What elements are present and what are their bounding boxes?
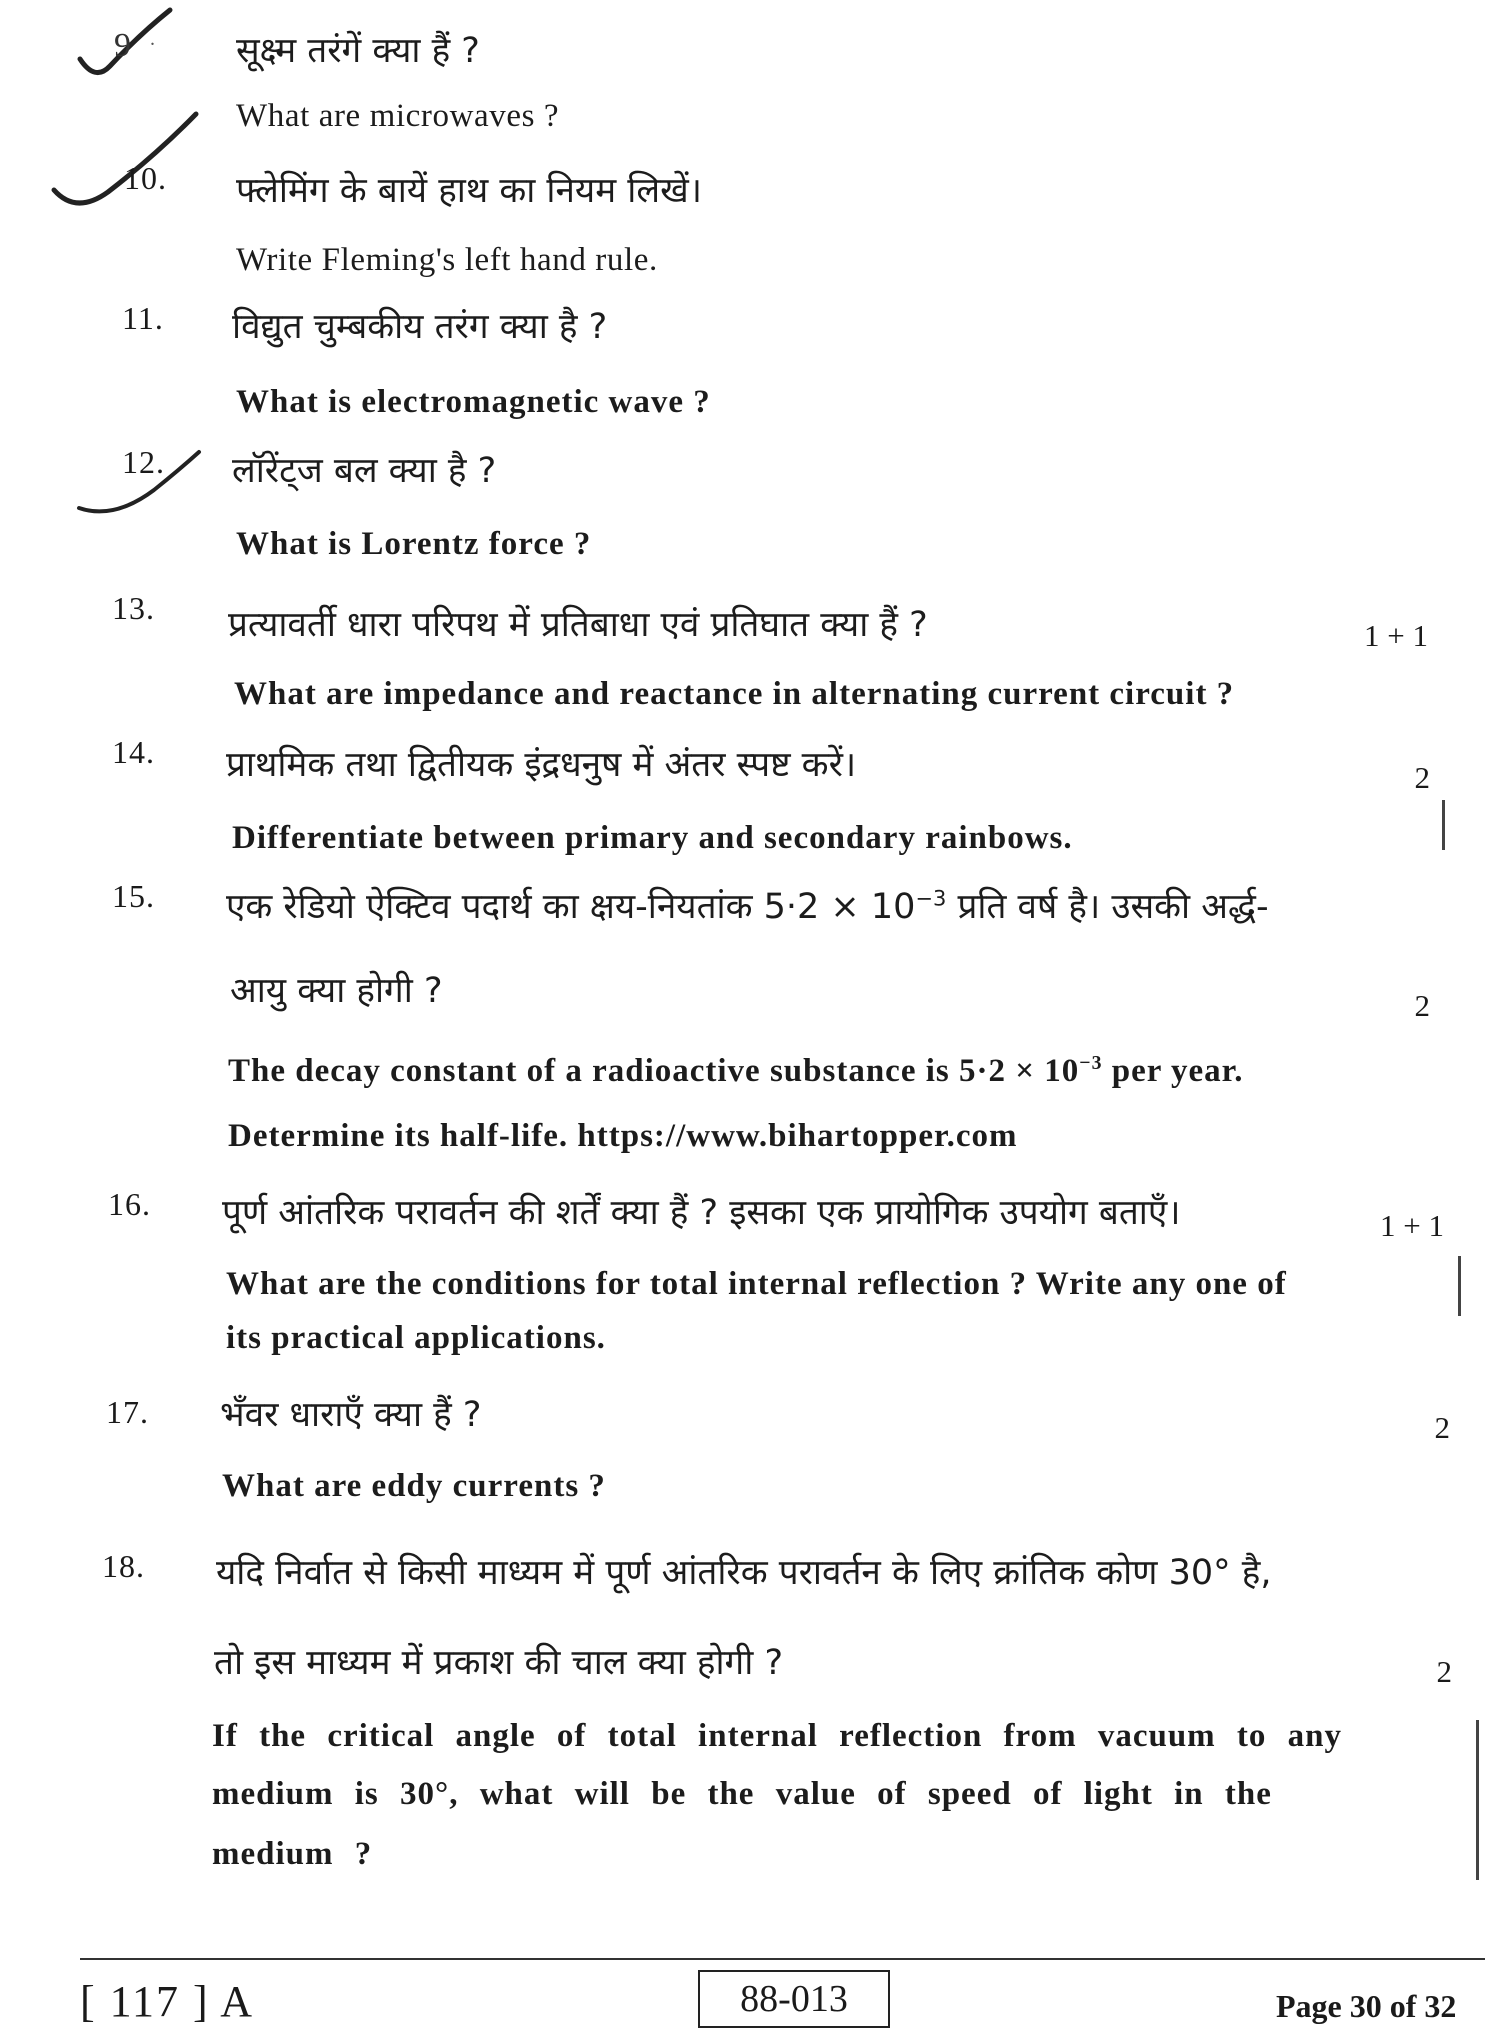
question-hindi: फ्लेमिंग के बायें हाथ का नियम लिखें। [236, 171, 702, 211]
question-english: What are impedance and reactance in alternating current circuit ? [234, 676, 1235, 712]
question-english-line3: medium ? [212, 1836, 373, 1872]
question-english: What is electromagnetic wave ? [236, 384, 711, 420]
question-number: 12. [122, 444, 165, 480]
question-english: What are microwaves ? [236, 98, 560, 134]
question-number: 10. [124, 160, 167, 196]
footer-rule [80, 1958, 1485, 1960]
question-english-line1: What are the conditions for total internal reflection ? Write any one of [226, 1266, 1287, 1302]
question-hindi-line1: यदि निर्वात से किसी माध्यम में पूर्ण आंतरिक परावर्तन के लिए क्रांतिक कोण 30° है, [216, 1553, 1272, 1593]
question-hindi: भँवर धाराएँ क्या हैं ? [220, 1395, 482, 1435]
question-number: 11. [122, 300, 164, 336]
checkmark-icon [70, 4, 180, 84]
question-english-line2: medium is 30°, what will be the value of speed of light in the [212, 1776, 1272, 1812]
question-number: . [150, 28, 156, 50]
scan-edge-mark [1442, 800, 1445, 850]
question-hindi: सूक्ष्म तरंगें क्या हैं ? [236, 31, 480, 71]
question-english-line2: Determine its half-life. https://www.bihartopper.com [228, 1118, 1018, 1154]
svg-text:9: 9 [114, 27, 131, 64]
question-number: 17. [106, 1394, 149, 1430]
question-hindi: पूर्ण आंतरिक परावर्तन की शर्तें क्या हैं ? इसका एक प्रायोगिक उपयोग बताएँ। [222, 1193, 1181, 1233]
question-hindi: प्रत्यावर्ती धारा परिपथ में प्रतिबाधा एवं प्रतिघात क्या हैं ? [228, 605, 928, 645]
question-english-line1: The decay constant of a radioactive substance is $5\cdot 2 \times 10^{-3}$ per year. [228, 1052, 1244, 1089]
question-english-line2: its practical applications. [226, 1320, 606, 1356]
question-english: What are eddy currents ? [222, 1468, 606, 1504]
question-hindi: प्राथमिक तथा द्वितीयक इंद्रधनुष में अंतर स्पष्ट करें। [226, 745, 857, 785]
question-number: 13. [112, 590, 155, 626]
question-marks: 2 [1434, 1410, 1450, 1445]
question-hindi: विद्युत चुम्बकीय तरंग क्या है ? [232, 307, 608, 347]
question-number: 14. [112, 734, 155, 770]
question-english: Write Fleming's left hand rule. [236, 242, 658, 278]
question-number: 15. [112, 878, 155, 914]
question-number: 16. [108, 1186, 151, 1222]
question-marks: 1 + 1 [1380, 1208, 1444, 1243]
question-marks: 2 [1436, 1654, 1452, 1689]
paper-code-box: 88-013 [698, 1970, 890, 2028]
question-number: 18. [102, 1548, 145, 1584]
footer-left-code: [ 117 ] A [80, 1977, 255, 2026]
question-hindi: लॉरेंट्ज बल क्या है ? [232, 451, 497, 491]
page-number: Page 30 of 32 [1276, 1988, 1457, 2024]
question-marks: 2 [1414, 988, 1430, 1023]
question-english-line1: If the critical angle of total internal reflection from vacuum to any [212, 1718, 1343, 1754]
scan-edge-mark [1476, 1720, 1479, 1880]
question-marks: 2 [1414, 760, 1430, 795]
question-hindi-line2: तो इस माध्यम में प्रकाश की चाल क्या होगी ? [214, 1643, 784, 1683]
question-hindi-line1: एक रेडियो ऐक्टिव पदार्थ का क्षय-नियतांक $5\cdot 2 \times 10^{-3}$ प्रति वर्ष है। उसकी अर्द्ध- [226, 886, 1269, 927]
question-hindi-line2: आयु क्या होगी ? [230, 971, 443, 1011]
scan-edge-mark [1458, 1256, 1461, 1316]
question-english: What is Lorentz force ? [236, 526, 592, 562]
question-marks: 1 + 1 [1364, 618, 1428, 653]
question-english: Differentiate between primary and secondary rainbows. [232, 820, 1073, 856]
